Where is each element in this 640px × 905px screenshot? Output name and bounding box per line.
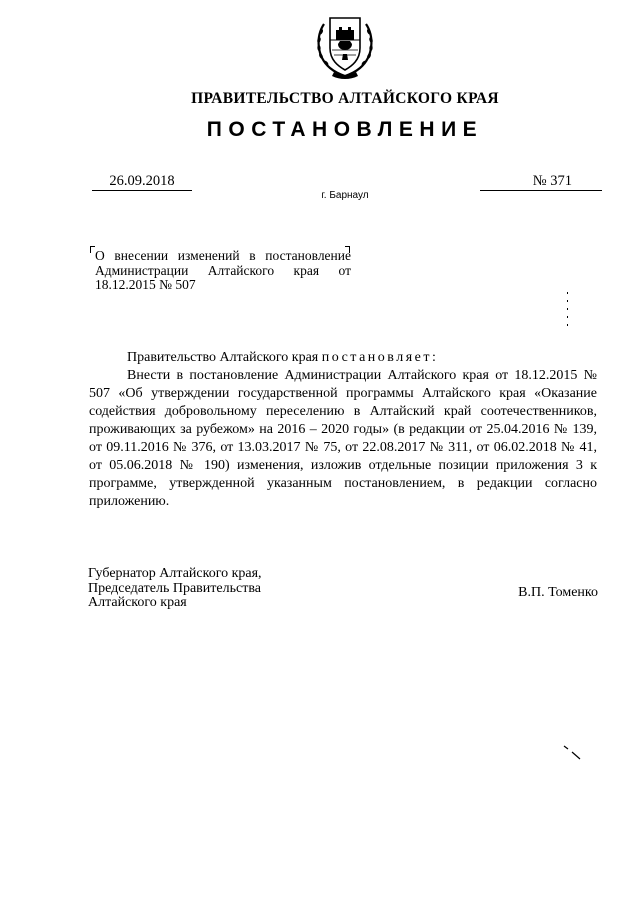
city: г. Барнаул [321,190,369,201]
decree-date: 26.09.2018 [92,172,192,191]
government-title: ПРАВИТЕЛЬСТВО АЛТАЙСКОГО КРАЯ [191,90,499,107]
position-line: Председатель Правительства [88,580,261,596]
scan-mark [562,744,584,762]
scan-mark [565,292,571,332]
position-line: Губернатор Алтайского края, [88,566,262,581]
intro-verb: постановляет: [321,350,439,365]
signatory-name: В.П. Томенко [518,585,598,600]
decree-body [89,349,597,511]
signatory-position [88,567,262,611]
decree-number-field [480,172,602,191]
document-type: ПОСТАНОВЛЕНИЕ [206,118,484,141]
main-paragraph: Внести в постановление Администрации Алтайского края от 18.12.2015 № 507 «Об утверждении государственной программы Алтайского края «Оказание содействия добровольному переселению в Алтайский край соотечественников, проживающих за рубежом» на 2016 – 2020 годы» (в редакции от 25.04.2016 № 139, от 09.11.2016 № 376, от 13.03.2017 № 75, от 22.08.2017 № 311, от 06.02.2018 № 41, от 05.06.2018 № 190) изменения, изложив отдельные позиции приложения 3 к программе, утвержденной указанным постановлением, в редакции согласно приложению. [89,368,597,509]
decree-number: № 371 [532,173,572,189]
coat-of-arms-icon [312,10,378,80]
decree-subject: О внесении изменений в постановление Администрации Алтайского края от 18.12.2015 № 507 [95,248,351,292]
intro-line [89,349,597,367]
intro-text: Правительство Алтайского края [127,350,319,365]
position-line: Алтайского края [88,595,187,611]
